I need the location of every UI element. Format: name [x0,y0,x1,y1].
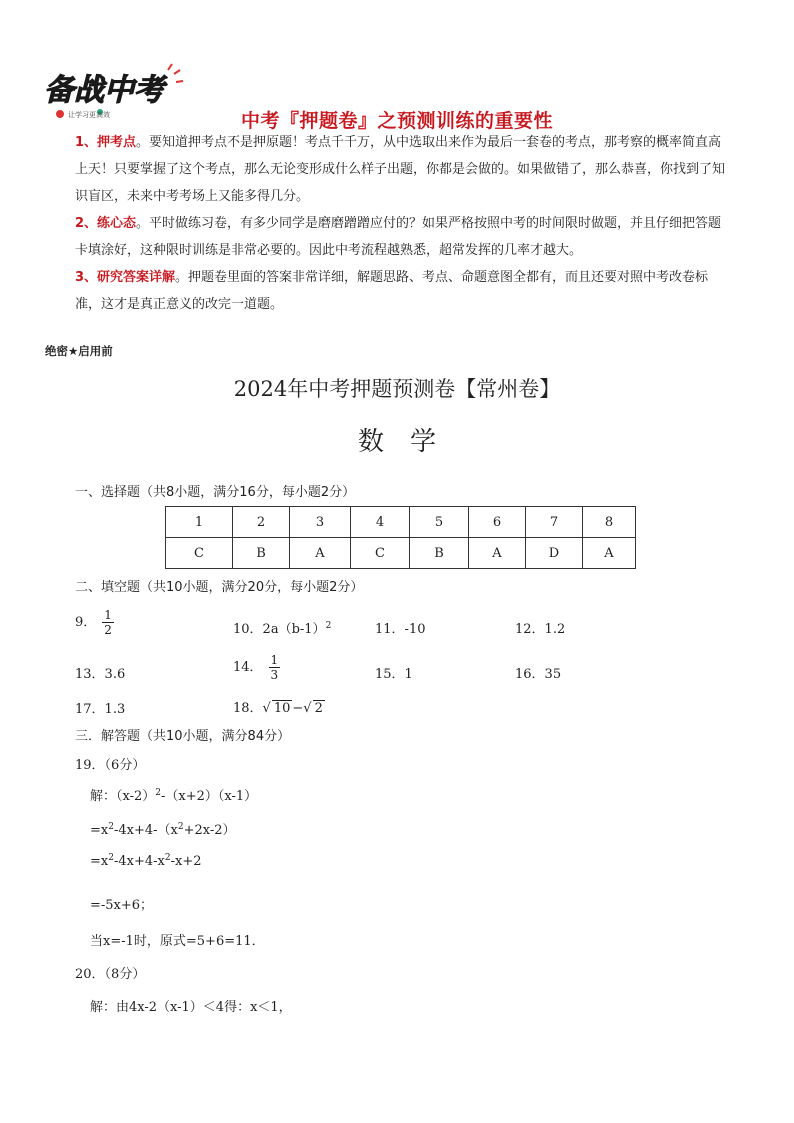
expr-part: 解：（x-2） [90,789,156,804]
q19-header: 19．（6分） [75,758,146,773]
logo-spark-icon [168,64,183,82]
table-cell: A [583,538,636,569]
intro-text-3: 。押题卷里面的答案非常详细，解题思路、考点、命题意图全都有，而且还要对照中考改卷标准，这才是真正意义的改完一道题。 [75,270,709,312]
exponent: 2 [108,853,114,863]
exponent: 2 [164,853,171,863]
expr-part: =x [90,823,109,838]
expr-part: -（x+2）（x-1） [161,789,258,804]
q20-header: 20．（8分） [75,967,146,982]
q19-line-2 [90,819,236,838]
fill-answer-11: 11．-10 [375,622,426,637]
table-cell: 4 [351,507,410,538]
fill-answer-18 [233,697,325,716]
logo-subtext: 让学习更高效 [68,111,110,119]
fill-answer-13: 13．3.6 [75,667,126,682]
table-cell: 6 [469,507,526,538]
table-cell: A [290,538,351,569]
table-cell: B [410,538,469,569]
fill-answer-14-num: 14． [233,660,263,675]
fill-answer-14 [233,653,280,682]
exponent: 2 [108,822,114,832]
fill-answer-15: 15．1 [375,667,413,682]
intro-label-3: 3、研究答案详解 [75,270,176,285]
intro-text-1: 。要知道押考点不是押原题！考点千千万，从中选取出来作为最后一套卷的考点，那考察的概率简直高上天！只要掌握了这个考点，那么无论变形成什么样子出题，你都是会做的。如果做错了，那么恭喜，你找到了知识盲区，未来中考考场上又能多得几分。 [75,135,726,204]
sqrt-radicand: 2 [314,701,323,716]
intro-paragraph-2 [75,210,730,264]
answer-table [165,506,636,569]
q19-line-3 [90,853,201,869]
table-cell: 8 [583,507,636,538]
table-cell: D [526,538,583,569]
section-3-title: 三．解答题（共10小题，满分84分） [75,729,291,744]
fill-answer-12: 12．1.2 [515,622,566,637]
sqrt-radicand: 10 [273,701,291,716]
headline: 中考『押题卷』之预测训练的重要性 [240,110,553,132]
fill-answer-9 [75,608,114,637]
table-cell: A [469,538,526,569]
subject-title: 数学 [357,427,462,457]
q20-line-1: 解：由4x-2（x-1）＜4得：x＜1， [90,1000,292,1015]
intro-paragraph-1 [75,129,730,210]
table-cell: C [351,538,410,569]
fraction-numerator: 1 [104,608,112,622]
intro-text-2: 。平时做练习卷，有多少同学是磨磨蹭蹭应付的？如果严格按照中考的时间限时做题，并且仔细把答题卡填涂好，这种限时训练是非常必要的。因此中考流程越熟悉，超常发挥的几率才越大。 [75,216,722,258]
sqrt-sign-icon: √ [262,701,271,716]
table-cell: C [166,538,233,569]
q19-line-1 [90,785,257,804]
q19-line-4: =-5x+6； [90,898,154,913]
expr-part: =x [90,854,109,869]
table-cell: 1 [166,507,233,538]
table-cell: 2 [233,507,290,538]
fill-answer-16: 16．35 [515,667,562,682]
sqrt-sign-icon: √ [303,701,312,716]
minus-sign: − [292,701,304,716]
q19-line-5: 当x=-1时，原式=5+6=11． [90,934,265,949]
table-cell: 3 [290,507,351,538]
fill-answer-10-body: 2a（b-1） [262,622,326,637]
answer-table-row-numbers [166,507,636,538]
expr-part: -4x+4-x [113,854,165,869]
fill-answer-9-num: 9． [75,615,97,630]
expr-part: +2x-2） [183,823,236,838]
confidential-mark: 绝密★启用前 [45,344,113,358]
table-cell: B [233,538,290,569]
exam-title: 2024年中考押题预测卷【常州卷】 [233,377,561,401]
intro-label-1: 1、押考点 [75,135,137,150]
section-2-title: 二、填空题（共10小题，满分20分，每小题2分） [75,580,364,595]
exponent: 2 [325,621,332,631]
fraction-denominator: 3 [270,668,279,682]
expr-part: -x+2 [170,854,202,869]
fraction-denominator: 2 [104,623,112,637]
logo-text: 备战中考 [44,73,164,108]
table-cell: 7 [526,507,583,538]
exponent: 2 [155,788,162,798]
intro-paragraph-3 [75,264,730,318]
section-1-title: 一、选择题（共8小题，满分16分，每小题2分） [75,485,356,500]
intro-label-2: 2、练心态 [75,216,137,231]
exponent: 2 [177,822,184,832]
fill-answer-17: 17．1.3 [75,702,126,717]
table-cell: 5 [410,507,469,538]
fraction [269,653,281,682]
fraction [102,608,114,637]
answer-table-row-answers [166,538,636,569]
fraction-numerator: 1 [270,653,279,667]
fill-answer-18-num: 18． [233,701,263,716]
fill-answer-10-expr: 10． [233,622,263,637]
fill-answer-10 [233,618,331,637]
expr-part: -4x+4-（x [113,823,178,838]
